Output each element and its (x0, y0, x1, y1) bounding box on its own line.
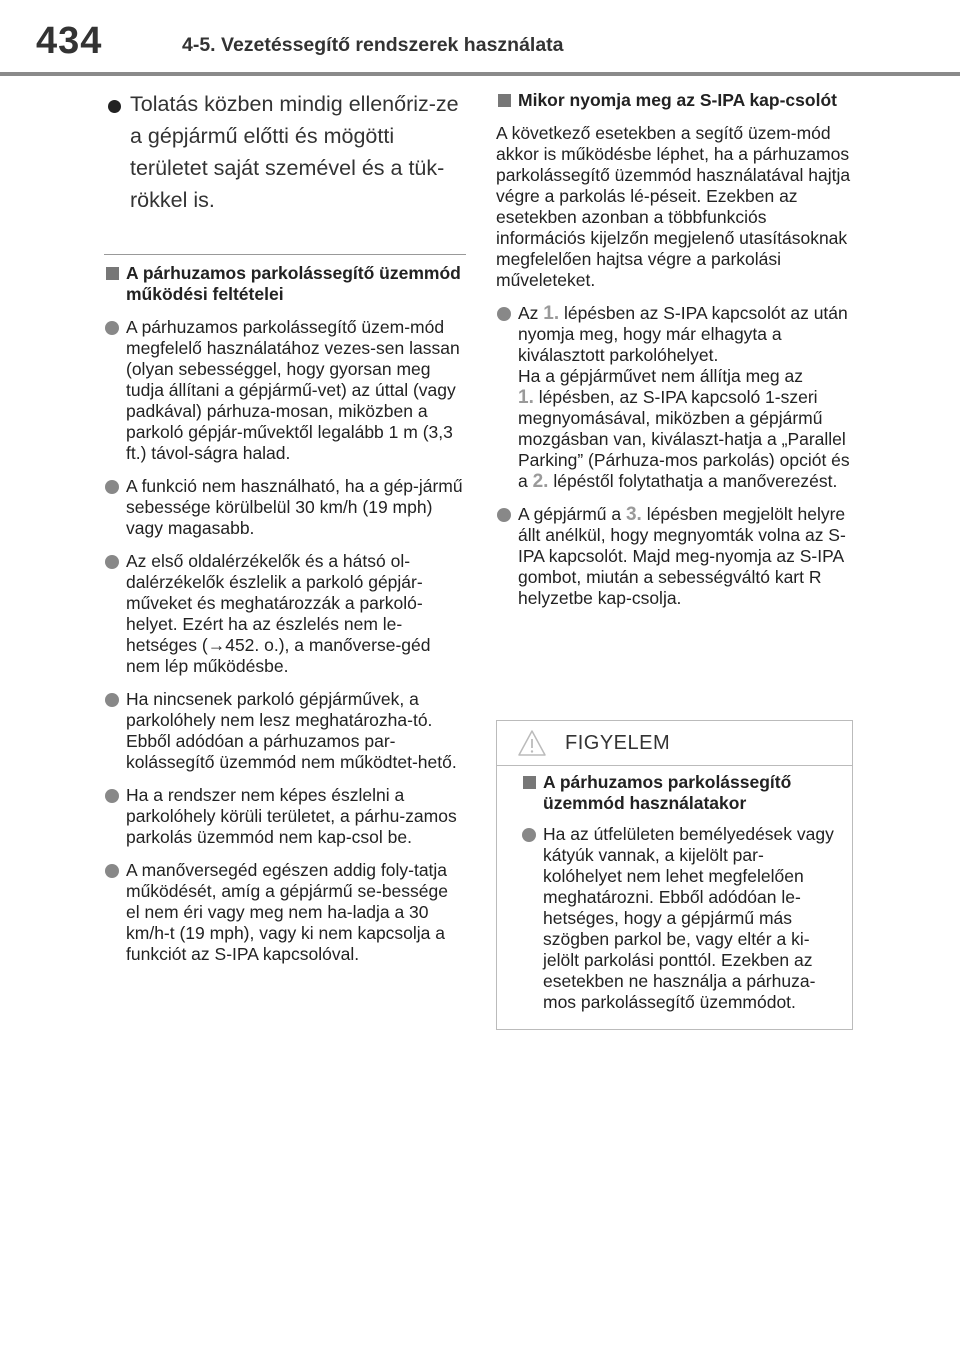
list-item (521, 824, 840, 1013)
list-item (104, 860, 466, 965)
circle-bullet-icon (105, 864, 119, 878)
switch-paragraph: A következő esetekben a segítő üzem-mód akkor is működésbe léphet, ha a párhuzamos parkolássegítő üzemmód használatával hajtja végre a parkolás lé-péseit. Ezekben az esetekben azonban a többfunkciós információs kijelzőn megjelenő utasításoknak megfelelően hajtsa végre a parkolási műveleteket. (496, 123, 851, 290)
circle-bullet-icon (105, 693, 119, 707)
switch-heading (496, 90, 856, 111)
section-divider (104, 254, 466, 255)
circle-bullet-icon (105, 555, 119, 569)
warning-box (496, 720, 853, 1030)
circle-bullet-icon (522, 828, 536, 842)
list-item-text: Ha nincsenek parkoló gépjárművek, a parkolóhely nem lesz meghatározha-tó. Ebből adódóan a párhuzamos par-kolássegítő üzemmód nem működtet-hető. (126, 689, 457, 772)
list-item (104, 689, 466, 773)
page-header (0, 0, 960, 78)
bullet-dot-icon (108, 100, 121, 113)
warning-heading (521, 772, 840, 814)
circle-bullet-icon (105, 789, 119, 803)
left-column (104, 88, 466, 965)
intro-bullet (104, 88, 466, 216)
page-number: 434 (36, 20, 103, 62)
square-bullet-icon (498, 94, 511, 107)
warning-header (497, 721, 852, 766)
list-item (104, 476, 466, 539)
warning-heading-text: A párhuzamos parkolássegítő üzemmód használatakor (543, 772, 792, 813)
list-item-text: Az első oldalérzékelők és a hátsó ol-dalérzékelők észlelik a parkoló gépjár-műveket és meghatározzák a parkoló-helyet. Ezért ha az észlelés nem le-hetséges (→452. o.), a manőverse-géd nem lép működésbe. (126, 551, 431, 676)
list-item (496, 504, 856, 609)
switch-heading-text: Mikor nyomja meg az S-IPA kap-csolót (518, 90, 837, 110)
conditions-heading (104, 263, 466, 305)
circle-bullet-icon (105, 480, 119, 494)
right-column (496, 90, 856, 609)
step-number: 1. (543, 303, 560, 324)
step-number: 3. (625, 504, 642, 525)
intro-bullet-text: Tolatás közben mindig ellenőriz-ze a gépjármű előtti és mögötti területet saját szemével és a tük-rökkel is. (130, 92, 459, 212)
list-item (104, 551, 466, 677)
circle-bullet-icon (497, 307, 511, 321)
header-rule (0, 72, 960, 76)
list-item (496, 303, 856, 492)
list-item-text: A manőversegéd egészen addig foly-tatja működését, amíg a gépjármű se-bessége el nem éri vagy meg nem ha-ladja a 30 km/h-t (19 mph), vagy ki nem kapcsolja a funkciót az S-IPA kapcsolóval. (126, 860, 448, 964)
circle-bullet-icon (497, 508, 511, 522)
list-item (104, 317, 466, 464)
warning-triangle-icon (517, 729, 547, 757)
square-bullet-icon (523, 776, 536, 789)
square-bullet-icon (106, 267, 119, 280)
section-title: 4-5. Vezetéssegítő rendszerek használata (182, 34, 564, 56)
list-item-text: A funkció nem használható, ha a gép-jármű sebessége körülbelül 30 km/h (19 mph) vagy magasabb. (126, 476, 463, 538)
warning-body (497, 766, 852, 1013)
list-item-text: Ha az útfelületen bemélyedések vagy kátyúk vannak, a kijelölt par-kolóhelyet nem lehet megfelelően meghatározni. Ebből adódóan le-hetséges, hogy a gépjármű más szögben parkol be, vagy eltér a ki-jelölt parkolási ponttól. Ezekben az esetekben ne használja a párhuza-mos parkolássegítő üzemmódot. (543, 824, 834, 1012)
conditions-heading-text: A párhuzamos parkolássegítő üzemmód működési feltételei (126, 263, 461, 304)
circle-bullet-icon (105, 321, 119, 335)
step-number: 1. (518, 387, 534, 408)
list-item-text: Ha a rendszer nem képes észlelni a parkolóhely körüli területet, a párhu-zamos parkolás üzemmód nem kap-csol be. (126, 785, 457, 847)
list-item-text: Az 1. lépésben az S-IPA kapcsolót az után nyomja meg, hogy már elhagyta a kiválasztott parkolóhelyet. Ha a gépjárművet nem állítja meg az 1. lépésben, az S-IPA kapcsoló 1-szeri megnyomásával, miközben a gépjármű mozgásban van, kiválaszt-hatja a „Parallel Parking” (Párhuza-mos parkolás) opciót és a 2. lépéstől folytathatja a manőverezést. (518, 303, 850, 492)
list-item-text: A párhuzamos parkolássegítő üzem-mód megfelelő használatához vezes-sen lassan (olyan sebességgel, hogy gyorsan meg tudja állítani a gépjármű-vet) az úttal (vagy padkával) párhuza-mosan, miközben a parkoló gépjár-művektől legalább 1 m (3,3 ft.) távol-ságra halad. (126, 317, 460, 463)
step-number: 2. (532, 471, 549, 492)
warning-title: FIGYELEM (565, 732, 671, 754)
list-item-text: A gépjármű a 3. lépésben megjelölt helyre állt anélkül, hogy megnyomták volna az S-IPA kapcsolót. Majd meg-nyomja az S-IPA gombot, miután a sebességváltó kart R helyzetbe kap-csolja. (518, 504, 846, 608)
list-item (104, 785, 466, 848)
